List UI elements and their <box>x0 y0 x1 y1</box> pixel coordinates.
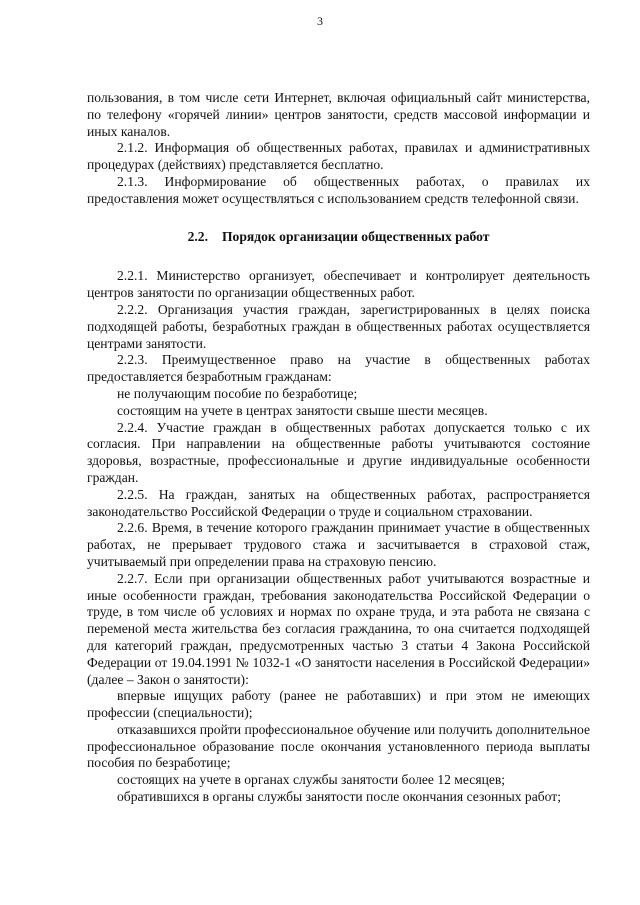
paragraph-2-2-5: 2.2.5. На граждан, занятых на общественных работах, распространяется законодательство Российской Федерации о труде и социальном страховании. <box>87 486 590 519</box>
list-item-2-2-7-c: состоящих на учете в органах службы занятости более 12 месяцев; <box>117 772 506 788</box>
paragraph-2-2-6: 2.2.6. Время, в течение которого гражданин принимает участие в общественных работах, не прерывает трудового стажа и засчитывается в страховой стаж, учитываемый при определении права на страховую пенсию. <box>87 520 590 569</box>
section-heading <box>87 229 590 246</box>
section-number: 2.2. <box>187 228 208 244</box>
paragraph-2-2-4: 2.2.4. Участие граждан в общественных работах допускается только с их согласия. При направлении на общественные работы учитываются состояние здоровья, возрастные, профессиональные и другие индивидуальные особенности граждан. <box>87 419 590 485</box>
list-item-2-2-7-d: обратившихся в органы службы занятости после окончания сезонных работ; <box>117 789 562 805</box>
paragraphs-top <box>87 90 590 208</box>
paragraph-continuation: пользования, в том числе сети Интернет, включая официальный сайт министерства, по телефону «горячей линии» центров занятости, средств массовой информации и иных каналов. <box>87 90 590 139</box>
paragraph-2-2-7: 2.2.7. Если при организации общественных работ учитываются возрастные и иные особенности граждан, требования законодательства Российской Федерации о труде, в том числе об условиях и нормах по охране труда, и эта работа не связана с переменой места жительства без согласия гражданина, то она считается подходящей для категорий граждан, предусмотренных частью 3 статьи 4 Закона Российской Федерации от 19.04.1991 № 1032-1 «О занятости населения в Российской Федерации» (далее – Закон о занятости): <box>87 570 590 687</box>
paragraph-2-1-2: 2.1.2. Информация об общественных работах, правилах и административных процедурах (действиях) представляется бесплатно. <box>87 140 590 173</box>
document-body <box>87 90 590 806</box>
list-item-2-2-3-b: состоящим на учете в центрах занятости свыше шести месяцев. <box>117 402 488 418</box>
page-number: 3 <box>317 14 323 28</box>
paragraph-2-1-3: 2.1.3. Информирование об общественных работах, о правилах их предоставления может осуществляться с использованием средств телефонной связи. <box>87 173 590 206</box>
section-title: Порядок организации общественных работ <box>221 228 490 244</box>
paragraph-2-2-1: 2.2.1. Министерство организует, обеспечивает и контролирует деятельность центров занятости по организации общественных работ. <box>87 268 590 301</box>
list-item-2-2-7-a: впервые ищущих работу (ранее не работавших) и при этом не имеющих профессии (специальности); <box>87 688 590 721</box>
paragraph-2-2-3: 2.2.3. Преимущественное право на участие в общественных работах предоставляется безработным гражданам: <box>87 352 590 385</box>
paragraph-2-2-2: 2.2.2. Организация участия граждан, зарегистрированных в целях поиска подходящей работы, безработных граждан в общественных работах осуществляется центрами занятости. <box>87 301 590 351</box>
list-item-2-2-3-a: не получающим пособие по безработице; <box>117 385 358 401</box>
list-item-2-2-7-b: отказавшихся пройти профессиональное обучение или получить дополнительное профессиональное образование после окончания установленного периода выплаты пособия по безработице; <box>87 721 590 771</box>
paragraphs-bottom <box>87 268 590 806</box>
